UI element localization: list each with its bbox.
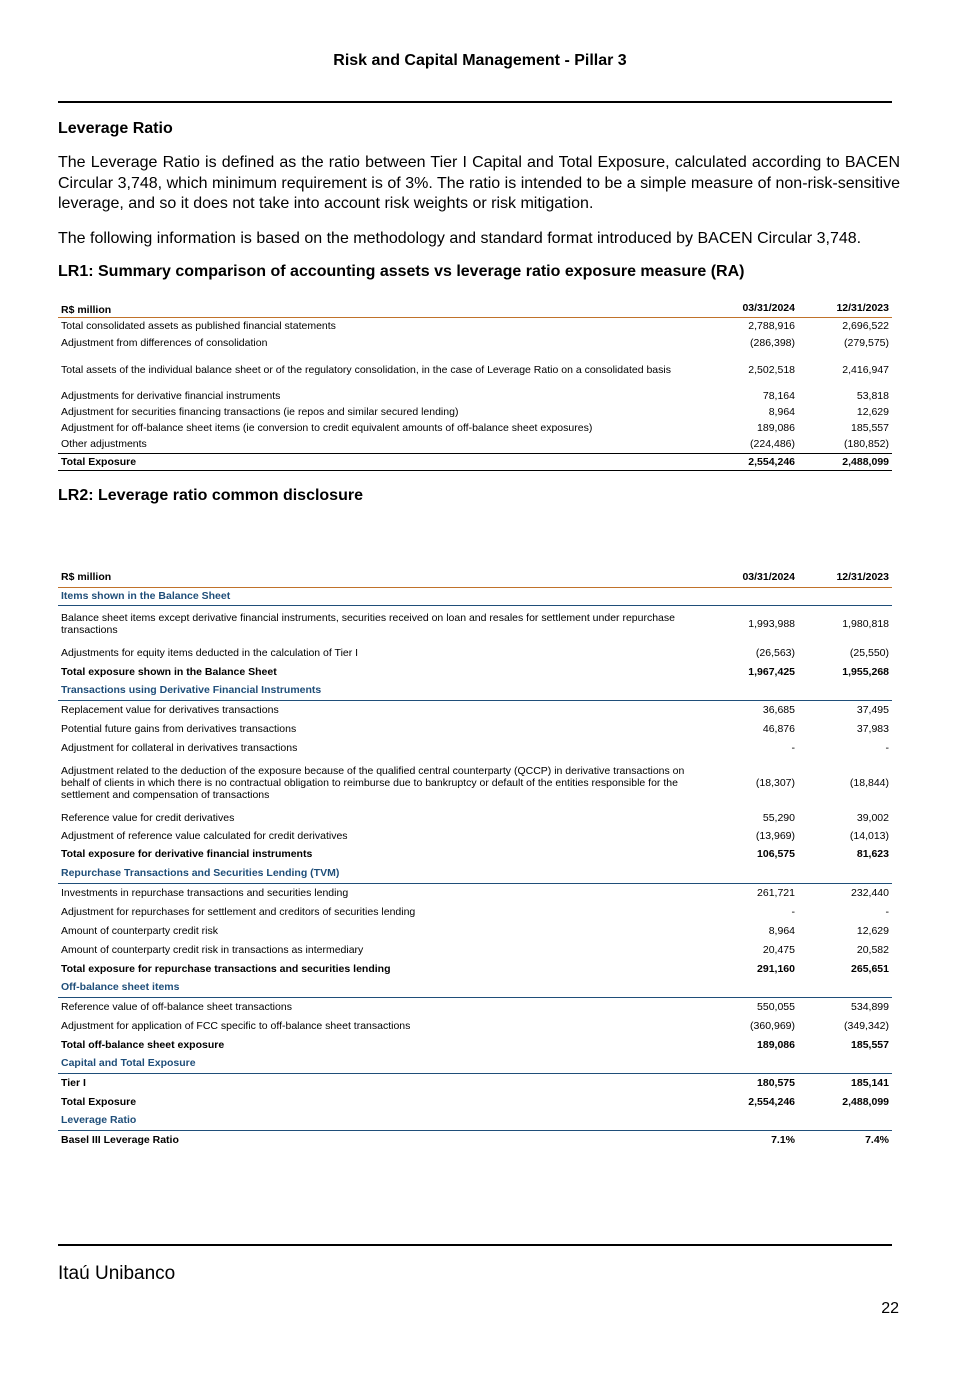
row-label: Adjustment for application of FCC specific to off-balance sheet transactions bbox=[61, 1019, 411, 1032]
value-2024: (224,486) bbox=[750, 438, 795, 451]
lr2-col-2024: 03/31/2024 bbox=[696, 570, 798, 587]
row-label: Amount of counterparty credit risk in transactions as intermediary bbox=[61, 943, 364, 956]
table-row bbox=[58, 940, 892, 959]
subtotal-row bbox=[58, 662, 892, 681]
value-2024: 20,475 bbox=[762, 943, 795, 956]
row-label: Investments in repurchase transactions and securities lending bbox=[61, 886, 349, 899]
value-2024: 36,685 bbox=[762, 703, 795, 716]
value-2024: (286,398) bbox=[750, 337, 795, 349]
table-row bbox=[58, 1073, 892, 1092]
row-label: Total Exposure bbox=[61, 1095, 137, 1108]
table-row bbox=[58, 883, 892, 902]
row-label: Reference value of off-balance sheet transactions bbox=[61, 1000, 292, 1013]
lr1-table bbox=[58, 294, 892, 471]
value-2024: 189,086 bbox=[757, 1038, 795, 1051]
lr2-unit-header: R$ million bbox=[58, 570, 696, 587]
row-label: Total off-balance sheet exposure bbox=[61, 1038, 225, 1051]
row-label: Adjustment related to the deduction of the exposure because of the qualified central counterparty (QCCP) in derivative transactions on behalf of clients in which there is no contractual obligation to reimburse due to bankruptcy or default of the entities responsible for the settlement and compensation of transactions bbox=[61, 765, 685, 801]
row-label: Tier I bbox=[61, 1076, 86, 1089]
section-title: Repurchase Transactions and Securities Lending (TVM) bbox=[58, 863, 892, 883]
value-2024: 550,055 bbox=[757, 1000, 795, 1013]
table-row bbox=[58, 997, 892, 1016]
lr2-header-row bbox=[58, 570, 892, 587]
table-row bbox=[58, 902, 892, 921]
value-2024: (26,563) bbox=[755, 646, 795, 659]
value-2023: 2,488,099 bbox=[842, 1095, 889, 1108]
value-2024: 78,164 bbox=[762, 389, 795, 402]
value-2024: 2,554,246 bbox=[696, 454, 798, 471]
section-header-balance-sheet bbox=[58, 587, 892, 605]
value-2024: 8,964 bbox=[768, 405, 795, 418]
value-2024: 106,575 bbox=[757, 848, 795, 860]
table-row bbox=[58, 318, 892, 335]
table-row bbox=[58, 757, 892, 809]
table-row bbox=[58, 1130, 892, 1149]
row-label: Total assets of the individual balance sheet or of the regulatory consolidation, in the case of Leverage Ratio on a consolidated basis bbox=[61, 363, 671, 376]
value-2024: 8,964 bbox=[768, 924, 795, 937]
row-label: Adjustment for collateral in derivatives transactions bbox=[61, 741, 298, 754]
value-2024: - bbox=[791, 905, 795, 918]
lr2-heading: LR2: Leverage ratio common disclosure bbox=[58, 487, 363, 504]
row-label: Total consolidated assets as published financial statements bbox=[61, 320, 336, 333]
lr2-table bbox=[58, 570, 892, 1149]
value-2023: - bbox=[885, 741, 889, 754]
row-label: Balance sheet items except derivative financial instruments, securities received on loan and resales for settlement under repurchase transactions bbox=[61, 612, 675, 637]
value-2024: 1,967,425 bbox=[748, 665, 795, 678]
total-row bbox=[58, 454, 892, 471]
value-2024: 7.1% bbox=[771, 1133, 795, 1146]
value-2023: 232,440 bbox=[851, 886, 889, 899]
lr1-unit-header: R$ million bbox=[58, 294, 696, 318]
section-header-derivatives bbox=[58, 681, 892, 700]
row-label: Other adjustments bbox=[61, 438, 147, 451]
section-title: Items shown in the Balance Sheet bbox=[58, 587, 892, 605]
value-2023: 534,899 bbox=[851, 1000, 889, 1013]
leverage-ratio-heading: Leverage Ratio bbox=[58, 120, 173, 137]
value-2024: (360,969) bbox=[750, 1019, 795, 1032]
table-row bbox=[58, 388, 892, 404]
value-2024: 55,290 bbox=[762, 812, 795, 824]
row-label: Total Exposure bbox=[58, 454, 696, 471]
lr1-heading: LR1: Summary comparison of accounting assets vs leverage ratio exposure measure (RA) bbox=[58, 263, 745, 280]
value-2024: 2,788,916 bbox=[748, 320, 795, 333]
section-header-leverage-ratio bbox=[58, 1111, 892, 1130]
table-row bbox=[58, 643, 892, 662]
value-2023: 20,582 bbox=[856, 943, 889, 956]
row-label: Adjustment for repurchases for settlement and creditors of securities lending bbox=[61, 905, 416, 918]
footer-rule bbox=[58, 1244, 892, 1246]
lr2-col-2023: 12/31/2023 bbox=[798, 570, 892, 587]
row-label: Total exposure for repurchase transactions and securities lending bbox=[61, 962, 391, 975]
value-2024: 189,086 bbox=[757, 421, 795, 434]
table-row bbox=[58, 827, 892, 845]
table-row bbox=[58, 809, 892, 827]
page-number: 22 bbox=[881, 1300, 899, 1317]
subtotal-row bbox=[58, 1035, 892, 1054]
table-row bbox=[58, 1016, 892, 1035]
table-row bbox=[58, 921, 892, 940]
row-label: Total exposure for derivative financial instruments bbox=[61, 848, 313, 860]
value-2023: 81,623 bbox=[856, 848, 889, 860]
value-2023: 185,557 bbox=[851, 1038, 889, 1051]
value-2023: (349,342) bbox=[844, 1019, 889, 1032]
section-title: Capital and Total Exposure bbox=[58, 1054, 892, 1073]
page-header: Risk and Capital Management - Pillar 3 bbox=[333, 52, 627, 69]
table-row bbox=[58, 1092, 892, 1111]
table-row bbox=[58, 335, 892, 352]
section-title: Leverage Ratio bbox=[58, 1111, 892, 1130]
table-row bbox=[58, 719, 892, 738]
row-label: Adjustments for derivative financial instruments bbox=[61, 389, 281, 402]
value-2024: 2,502,518 bbox=[748, 363, 795, 376]
value-2024: 180,575 bbox=[757, 1076, 795, 1089]
value-2023: 7.4% bbox=[865, 1133, 889, 1146]
value-2024: 46,876 bbox=[762, 722, 795, 735]
subtotal-row bbox=[58, 959, 892, 978]
table-row bbox=[58, 700, 892, 719]
section-header-repurchase bbox=[58, 863, 892, 883]
value-2023: (25,550) bbox=[849, 646, 889, 659]
value-2024: (13,969) bbox=[755, 830, 795, 842]
row-label: Adjustment of reference value calculated for credit derivatives bbox=[61, 830, 348, 842]
table-row bbox=[58, 436, 892, 454]
value-2023: (279,575) bbox=[844, 337, 889, 349]
value-2023: 1,955,268 bbox=[842, 665, 889, 678]
value-2023: - bbox=[885, 905, 889, 918]
value-2023: (180,852) bbox=[844, 438, 889, 451]
row-label: Adjustment from differences of consolidation bbox=[61, 337, 268, 349]
value-2023: 37,983 bbox=[856, 722, 889, 735]
table-row bbox=[58, 352, 892, 388]
section-header-capital bbox=[58, 1054, 892, 1073]
lr1-col-2023: 12/31/2023 bbox=[798, 294, 892, 318]
value-2024: 291,160 bbox=[757, 962, 795, 975]
table-row bbox=[58, 605, 892, 643]
methodology-paragraph: The following information is based on the methodology and standard format introduced by BACEN Circular 3,748. bbox=[58, 230, 862, 247]
value-2023: (14,013) bbox=[849, 830, 889, 842]
table-row bbox=[58, 738, 892, 757]
table-row bbox=[58, 420, 892, 436]
value-2023: 12,629 bbox=[856, 924, 889, 937]
row-label: Adjustments for equity items deducted in the calculation of Tier I bbox=[61, 646, 359, 659]
header-rule bbox=[58, 101, 892, 103]
row-label: Total exposure shown in the Balance Sheet bbox=[61, 665, 277, 678]
section-title: Transactions using Derivative Financial Instruments bbox=[58, 681, 892, 700]
row-label: Adjustment for off-balance sheet items (ie conversion to credit equivalent amounts of off-balance sheet exposures) bbox=[61, 421, 593, 434]
row-label: Amount of counterparty credit risk bbox=[61, 924, 218, 937]
table-row bbox=[58, 404, 892, 420]
value-2024: 261,721 bbox=[757, 886, 795, 899]
value-2023: 265,651 bbox=[851, 962, 889, 975]
row-label: Replacement value for derivatives transactions bbox=[61, 703, 279, 716]
value-2023: (18,844) bbox=[849, 777, 889, 789]
leverage-intro-paragraph: The Leverage Ratio is defined as the ratio between Tier I Capital and Total Exposure, calculated according to BACEN Circular 3,748, which minimum requirement is of 3%. The ratio is intended to be a simple measure of non-risk-sensitive leverage, and so it does not take into account risk weights or risk mitigation. bbox=[58, 154, 900, 212]
subtotal-row bbox=[58, 845, 892, 863]
section-header-off-balance bbox=[58, 978, 892, 997]
row-label: Adjustment for securities financing transactions (ie repos and similar secured lending) bbox=[61, 405, 459, 418]
value-2023: 39,002 bbox=[856, 812, 889, 824]
value-2023: 185,141 bbox=[851, 1076, 889, 1089]
value-2023: 37,495 bbox=[856, 703, 889, 716]
value-2023: 2,696,522 bbox=[842, 320, 889, 333]
lr1-header-row bbox=[58, 294, 892, 318]
value-2024: 2,554,246 bbox=[748, 1095, 795, 1108]
row-label: Reference value for credit derivatives bbox=[61, 812, 235, 824]
value-2023: 12,629 bbox=[856, 405, 889, 418]
row-label: Basel III Leverage Ratio bbox=[61, 1133, 179, 1146]
value-2023: 2,416,947 bbox=[842, 363, 889, 376]
lr1-col-2024: 03/31/2024 bbox=[696, 294, 798, 318]
value-2024: (18,307) bbox=[755, 777, 795, 789]
section-title: Off-balance sheet items bbox=[58, 978, 892, 997]
value-2023: 53,818 bbox=[856, 389, 889, 402]
row-label: Potential future gains from derivatives transactions bbox=[61, 722, 297, 735]
value-2023: 185,557 bbox=[851, 421, 889, 434]
value-2024: 1,993,988 bbox=[748, 618, 795, 631]
value-2023: 2,488,099 bbox=[798, 454, 892, 471]
value-2024: - bbox=[791, 741, 795, 754]
footer-brand: Itaú Unibanco bbox=[58, 1263, 176, 1284]
value-2023: 1,980,818 bbox=[842, 618, 889, 631]
